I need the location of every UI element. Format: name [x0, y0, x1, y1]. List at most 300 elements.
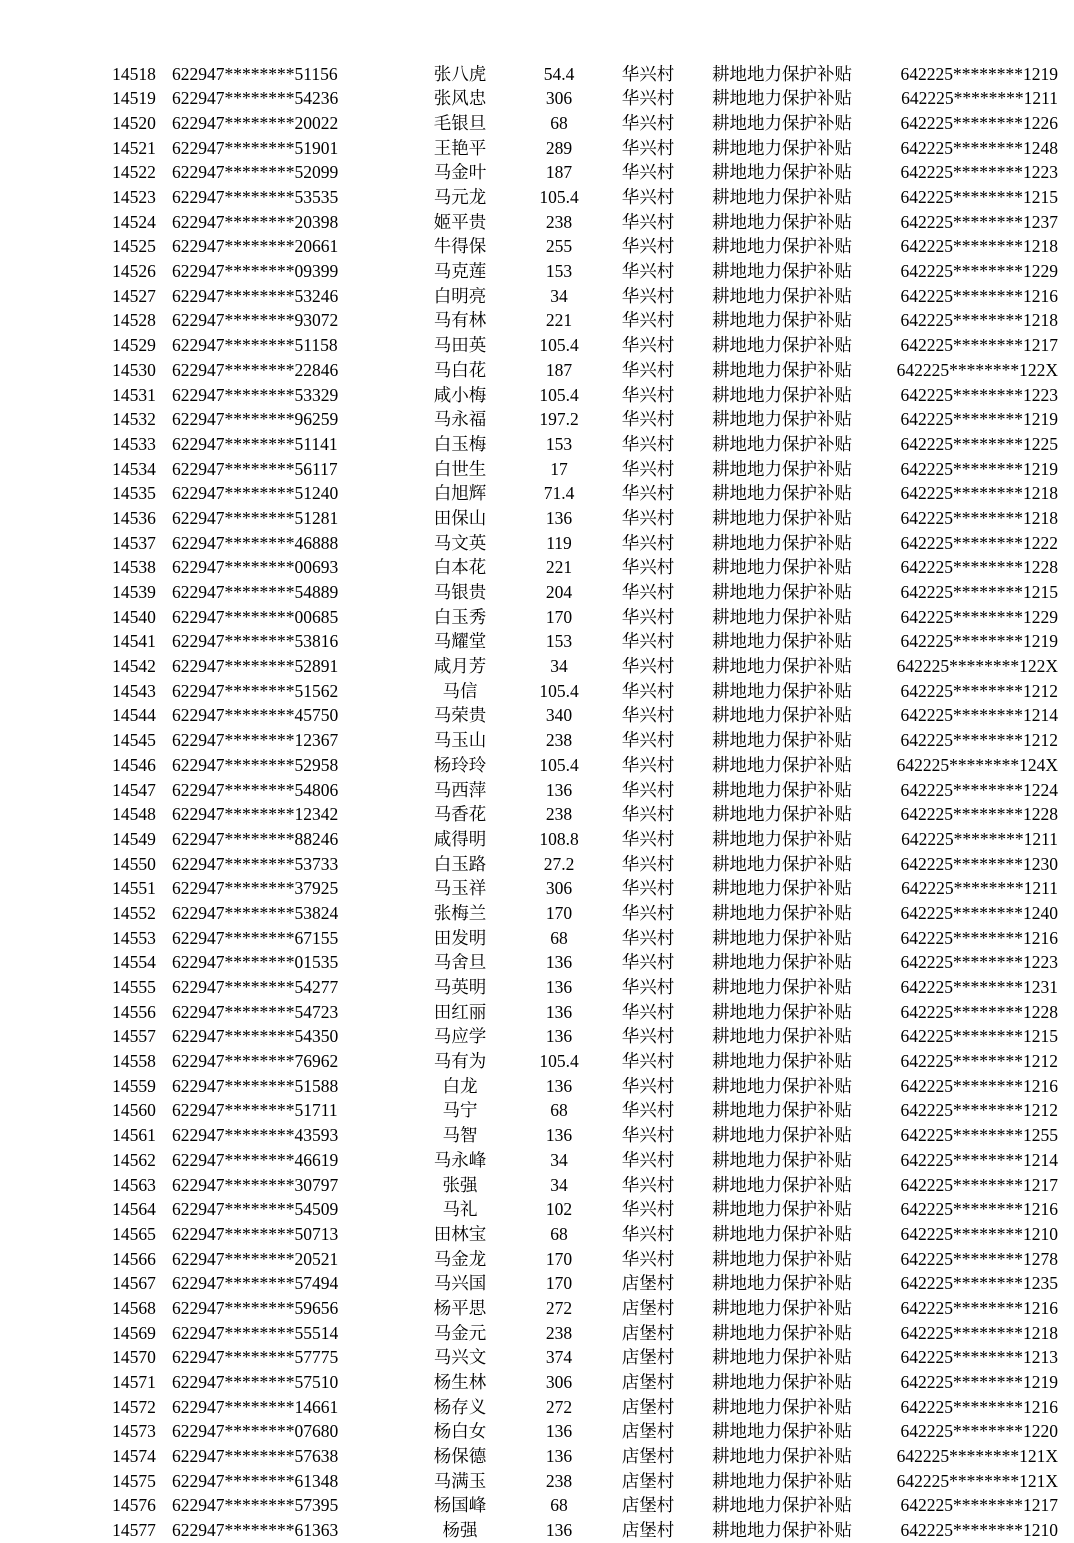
amount: 153 — [545, 261, 573, 282]
person-name: 田红丽 — [433, 1001, 487, 1022]
person-name: 马白花 — [433, 359, 487, 380]
amount: 170 — [545, 1248, 573, 1269]
person-name: 马耀堂 — [433, 631, 487, 652]
subsidy-type: 耕地地力保护补贴 — [712, 285, 852, 306]
bank-card-number: 642225********1211 — [901, 878, 1058, 899]
subsidy-type: 耕地地力保护补贴 — [712, 1372, 852, 1393]
id-number: 622947********52099 — [172, 162, 339, 183]
table-row — [100, 1469, 1058, 1494]
person-name: 姬平贵 — [433, 211, 487, 232]
subsidy-type: 耕地地力保护补贴 — [712, 507, 852, 528]
person-name: 马香花 — [433, 804, 487, 825]
id-number: 622947********00685 — [172, 606, 339, 627]
bank-card-number: 642225********121X — [896, 1446, 1058, 1467]
table-row — [100, 1272, 1058, 1297]
id-number: 622947********51588 — [172, 1075, 339, 1096]
subsidy-type: 耕地地力保护补贴 — [712, 1495, 852, 1516]
table-row — [100, 62, 1058, 87]
row-index: 14576 — [112, 1495, 156, 1516]
bank-card-number: 642225********1216 — [900, 1396, 1058, 1417]
subsidy-type: 耕地地力保护补贴 — [712, 458, 852, 479]
village: 华兴村 — [621, 1174, 675, 1195]
person-name: 马兴国 — [433, 1273, 487, 1294]
row-index: 14531 — [112, 384, 156, 405]
amount: 136 — [545, 1520, 573, 1541]
subsidy-table — [100, 62, 1058, 1543]
id-number: 622947********46888 — [172, 532, 339, 553]
amount: 153 — [545, 631, 573, 652]
bank-card-number: 642225********1225 — [900, 433, 1058, 454]
person-name: 马克莲 — [433, 261, 487, 282]
village: 华兴村 — [621, 779, 675, 800]
subsidy-type: 耕地地力保护补贴 — [712, 1199, 852, 1220]
row-index: 14563 — [112, 1174, 156, 1195]
person-name: 马永峰 — [433, 1149, 487, 1170]
row-index: 14543 — [112, 680, 156, 701]
person-name: 马舍旦 — [433, 952, 487, 973]
row-index: 14544 — [112, 705, 156, 726]
amount: 54.4 — [543, 63, 575, 84]
subsidy-type: 耕地地力保护补贴 — [712, 828, 852, 849]
id-number: 622947********57775 — [172, 1347, 339, 1368]
village: 华兴村 — [621, 878, 675, 899]
subsidy-type: 耕地地力保护补贴 — [712, 433, 852, 454]
subsidy-type: 耕地地力保护补贴 — [712, 952, 852, 973]
person-name: 张强 — [442, 1174, 478, 1195]
subsidy-type: 耕地地力保护补贴 — [712, 1174, 852, 1195]
amount: 374 — [545, 1347, 573, 1368]
subsidy-type: 耕地地力保护补贴 — [712, 1026, 852, 1047]
person-name: 杨平思 — [433, 1297, 487, 1318]
table-row — [100, 803, 1058, 828]
subsidy-type: 耕地地力保护补贴 — [712, 1520, 852, 1541]
id-number: 622947********93072 — [172, 310, 339, 331]
subsidy-type: 耕地地力保护补贴 — [712, 532, 852, 553]
person-name: 马兴文 — [433, 1347, 487, 1368]
person-name: 马玉山 — [433, 730, 487, 751]
subsidy-type: 耕地地力保护补贴 — [712, 63, 852, 84]
person-name: 杨国峰 — [433, 1495, 487, 1516]
person-name: 马英明 — [433, 977, 487, 998]
row-index: 14553 — [112, 927, 156, 948]
amount: 71.4 — [543, 483, 575, 504]
table-row — [100, 482, 1058, 507]
person-name: 马宁 — [442, 1100, 478, 1121]
row-index: 14570 — [112, 1347, 156, 1368]
person-name: 马礼 — [442, 1199, 478, 1220]
person-name: 马信 — [442, 680, 478, 701]
person-name: 杨保德 — [433, 1446, 487, 1467]
id-number: 622947********59656 — [172, 1297, 339, 1318]
person-name: 马永福 — [433, 409, 487, 430]
village: 华兴村 — [621, 977, 675, 998]
amount: 306 — [545, 878, 573, 899]
row-index: 14523 — [112, 187, 156, 208]
person-name: 白旭辉 — [433, 483, 487, 504]
amount: 272 — [545, 1297, 573, 1318]
subsidy-type: 耕地地力保护补贴 — [712, 335, 852, 356]
village: 华兴村 — [621, 162, 675, 183]
person-name: 白玉秀 — [433, 606, 487, 627]
person-name: 毛银旦 — [433, 112, 487, 133]
row-index: 14541 — [112, 631, 156, 652]
village: 华兴村 — [621, 310, 675, 331]
row-index: 14527 — [112, 285, 156, 306]
subsidy-type: 耕地地力保护补贴 — [712, 1470, 852, 1491]
id-number: 622947********50713 — [172, 1223, 339, 1244]
row-index: 14550 — [112, 853, 156, 874]
id-number: 622947********88246 — [172, 828, 339, 849]
row-index: 14554 — [112, 952, 156, 973]
subsidy-type: 耕地地力保护补贴 — [712, 779, 852, 800]
person-name: 马玉祥 — [433, 878, 487, 899]
amount: 136 — [545, 1446, 573, 1467]
amount: 136 — [545, 507, 573, 528]
village: 华兴村 — [621, 853, 675, 874]
id-number: 622947********51156 — [172, 63, 338, 84]
bank-card-number: 642225********1219 — [900, 1372, 1058, 1393]
village: 华兴村 — [621, 409, 675, 430]
id-number: 622947********07680 — [172, 1421, 339, 1442]
subsidy-type: 耕地地力保护补贴 — [712, 902, 852, 923]
row-index: 14537 — [112, 532, 156, 553]
id-number: 622947********53816 — [172, 631, 339, 652]
bank-card-number: 642225********1218 — [900, 236, 1058, 257]
bank-card-number: 642225********1217 — [900, 1174, 1058, 1195]
table-row — [100, 1050, 1058, 1075]
id-number: 622947********12342 — [172, 804, 339, 825]
table-row — [100, 1494, 1058, 1519]
person-name: 白世生 — [433, 458, 487, 479]
bank-card-number: 642225********1229 — [900, 261, 1058, 282]
id-number: 622947********56117 — [172, 458, 338, 479]
amount: 238 — [545, 804, 573, 825]
bank-card-number: 642225********1228 — [900, 557, 1058, 578]
id-number: 622947********54277 — [172, 977, 339, 998]
village: 华兴村 — [621, 730, 675, 751]
table-row — [100, 926, 1058, 951]
village: 华兴村 — [621, 359, 675, 380]
row-index: 14521 — [112, 137, 156, 158]
id-number: 622947********00693 — [172, 557, 339, 578]
id-number: 622947********67155 — [172, 927, 339, 948]
subsidy-type: 耕地地力保护补贴 — [712, 853, 852, 874]
person-name: 马有为 — [433, 1051, 487, 1072]
amount: 105.4 — [539, 680, 579, 701]
person-name: 张八虎 — [433, 63, 487, 84]
id-number: 622947********54889 — [172, 582, 339, 603]
person-name: 白本花 — [433, 557, 487, 578]
person-name: 咸小梅 — [433, 384, 487, 405]
amount: 306 — [545, 88, 573, 109]
amount: 197.2 — [539, 409, 579, 430]
row-index: 14547 — [112, 779, 156, 800]
row-index: 14525 — [112, 236, 156, 257]
subsidy-type: 耕地地力保护补贴 — [712, 705, 852, 726]
amount: 170 — [545, 902, 573, 923]
id-number: 622947********51711 — [172, 1100, 338, 1121]
table-row — [100, 383, 1058, 408]
subsidy-type: 耕地地力保护补贴 — [712, 977, 852, 998]
bank-card-number: 642225********1226 — [900, 112, 1058, 133]
bank-card-number: 642225********1223 — [900, 952, 1058, 973]
village: 华兴村 — [621, 236, 675, 257]
id-number: 622947********53824 — [172, 902, 339, 923]
village: 店堡村 — [621, 1520, 675, 1541]
person-name: 马金元 — [433, 1322, 487, 1343]
row-index: 14575 — [112, 1470, 156, 1491]
bank-card-number: 642225********1212 — [900, 730, 1058, 751]
bank-card-number: 642225********1217 — [900, 1495, 1058, 1516]
village: 华兴村 — [621, 507, 675, 528]
amount: 105.4 — [539, 384, 579, 405]
person-name: 马金叶 — [433, 162, 487, 183]
amount: 119 — [546, 532, 572, 553]
subsidy-type: 耕地地力保护补贴 — [712, 211, 852, 232]
subsidy-type: 耕地地力保护补贴 — [712, 754, 852, 775]
id-number: 622947********20022 — [172, 112, 339, 133]
amount: 34 — [550, 285, 568, 306]
table-row — [100, 358, 1058, 383]
row-index: 14548 — [112, 804, 156, 825]
village: 华兴村 — [621, 631, 675, 652]
table-row — [100, 556, 1058, 581]
row-index: 14551 — [112, 878, 156, 899]
subsidy-type: 耕地地力保护补贴 — [712, 680, 852, 701]
village: 华兴村 — [621, 335, 675, 356]
person-name: 马有林 — [433, 310, 487, 331]
id-number: 622947********54236 — [172, 88, 339, 109]
id-number: 622947********52891 — [172, 656, 339, 677]
id-number: 622947********54723 — [172, 1001, 339, 1022]
table-row — [100, 432, 1058, 457]
row-index: 14549 — [112, 828, 156, 849]
bank-card-number: 642225********1218 — [900, 310, 1058, 331]
person-name: 张梅兰 — [433, 902, 487, 923]
bank-card-number: 642225********1278 — [900, 1248, 1058, 1269]
id-number: 622947********14661 — [172, 1396, 339, 1417]
table-row — [100, 161, 1058, 186]
village: 华兴村 — [621, 1001, 675, 1022]
amount: 238 — [545, 1470, 573, 1491]
amount: 136 — [545, 1026, 573, 1047]
village: 华兴村 — [621, 1223, 675, 1244]
amount: 34 — [550, 656, 568, 677]
village: 华兴村 — [621, 285, 675, 306]
id-number: 622947********51281 — [172, 507, 339, 528]
table-row — [100, 1124, 1058, 1149]
amount: 108.8 — [539, 828, 579, 849]
person-name: 杨玲玲 — [433, 754, 487, 775]
bank-card-number: 642225********1255 — [900, 1125, 1058, 1146]
amount: 68 — [550, 1223, 568, 1244]
amount: 153 — [545, 433, 573, 454]
subsidy-type: 耕地地力保护补贴 — [712, 261, 852, 282]
village: 华兴村 — [621, 1248, 675, 1269]
id-number: 622947********12367 — [172, 730, 339, 751]
subsidy-type: 耕地地力保护补贴 — [712, 1322, 852, 1343]
table-row — [100, 1148, 1058, 1173]
id-number: 622947********61348 — [172, 1470, 339, 1491]
person-name: 白玉梅 — [433, 433, 487, 454]
row-index: 14546 — [112, 754, 156, 775]
row-index: 14522 — [112, 162, 156, 183]
row-index: 14555 — [112, 977, 156, 998]
table-row — [100, 975, 1058, 1000]
table-body — [100, 62, 1058, 1543]
amount: 105.4 — [539, 335, 579, 356]
bank-card-number: 642225********122X — [896, 359, 1058, 380]
amount: 136 — [545, 977, 573, 998]
table-row — [100, 1099, 1058, 1124]
id-number: 622947********61363 — [172, 1520, 339, 1541]
table-row — [100, 457, 1058, 482]
village: 华兴村 — [621, 828, 675, 849]
table-row — [100, 679, 1058, 704]
row-index: 14556 — [112, 1001, 156, 1022]
table-row — [100, 753, 1058, 778]
person-name: 马银贵 — [433, 582, 487, 603]
amount: 68 — [550, 927, 568, 948]
amount: 221 — [545, 310, 573, 331]
subsidy-type: 耕地地力保护补贴 — [712, 1149, 852, 1170]
row-index: 14569 — [112, 1322, 156, 1343]
table-row — [100, 704, 1058, 729]
village: 华兴村 — [621, 112, 675, 133]
bank-card-number: 642225********124X — [896, 754, 1058, 775]
village: 华兴村 — [621, 433, 675, 454]
row-index: 14561 — [112, 1125, 156, 1146]
id-number: 622947********51562 — [172, 680, 339, 701]
table-row — [100, 951, 1058, 976]
village: 华兴村 — [621, 261, 675, 282]
table-row — [100, 506, 1058, 531]
bank-card-number: 642225********1212 — [900, 1100, 1058, 1121]
person-name: 马智 — [442, 1125, 478, 1146]
bank-card-number: 642225********1215 — [900, 1026, 1058, 1047]
row-index: 14535 — [112, 483, 156, 504]
table-row — [100, 1198, 1058, 1223]
village: 华兴村 — [621, 187, 675, 208]
person-name: 张风忠 — [433, 88, 487, 109]
table-row — [100, 901, 1058, 926]
bank-card-number: 642225********1216 — [900, 1199, 1058, 1220]
bank-card-number: 642225********1210 — [900, 1520, 1058, 1541]
village: 华兴村 — [621, 804, 675, 825]
table-row — [100, 1420, 1058, 1445]
subsidy-type: 耕地地力保护补贴 — [712, 1273, 852, 1294]
bank-card-number: 642225********1219 — [900, 409, 1058, 430]
row-index: 14532 — [112, 409, 156, 430]
table-row — [100, 605, 1058, 630]
subsidy-type: 耕地地力保护补贴 — [712, 1075, 852, 1096]
table-row — [100, 136, 1058, 161]
person-name: 杨强 — [442, 1520, 478, 1541]
bank-card-number: 642225********1217 — [900, 335, 1058, 356]
bank-card-number: 642225********1213 — [900, 1347, 1058, 1368]
subsidy-type: 耕地地力保护补贴 — [712, 927, 852, 948]
subsidy-type: 耕地地力保护补贴 — [712, 656, 852, 677]
person-name: 马荣贵 — [433, 705, 487, 726]
table-row — [100, 260, 1058, 285]
subsidy-type: 耕地地力保护补贴 — [712, 162, 852, 183]
bank-card-number: 642225********1237 — [900, 211, 1058, 232]
row-index: 14530 — [112, 359, 156, 380]
bank-card-number: 642225********1229 — [900, 606, 1058, 627]
subsidy-type: 耕地地力保护补贴 — [712, 1223, 852, 1244]
row-index: 14560 — [112, 1100, 156, 1121]
village: 华兴村 — [621, 1100, 675, 1121]
table-row — [100, 309, 1058, 334]
bank-card-number: 642225********1228 — [900, 1001, 1058, 1022]
village: 华兴村 — [621, 902, 675, 923]
village: 华兴村 — [621, 1075, 675, 1096]
subsidy-type: 耕地地力保护补贴 — [712, 1297, 852, 1318]
subsidy-type: 耕地地力保护补贴 — [712, 310, 852, 331]
village: 华兴村 — [621, 705, 675, 726]
row-index: 14559 — [112, 1075, 156, 1096]
bank-card-number: 642225********1218 — [900, 507, 1058, 528]
id-number: 622947********20661 — [172, 236, 339, 257]
table-row — [100, 852, 1058, 877]
village: 华兴村 — [621, 1125, 675, 1146]
person-name: 马应学 — [433, 1026, 487, 1047]
village: 华兴村 — [621, 1199, 675, 1220]
row-index: 14577 — [112, 1520, 156, 1541]
id-number: 622947********45750 — [172, 705, 339, 726]
amount: 136 — [545, 779, 573, 800]
person-name: 田发明 — [433, 927, 487, 948]
row-index: 14534 — [112, 458, 156, 479]
amount: 68 — [550, 1100, 568, 1121]
bank-card-number: 642225********1215 — [900, 582, 1058, 603]
table-row — [100, 1074, 1058, 1099]
subsidy-type: 耕地地力保护补贴 — [712, 582, 852, 603]
table-row — [100, 1321, 1058, 1346]
subsidy-type: 耕地地力保护补贴 — [712, 1125, 852, 1146]
row-index: 14520 — [112, 112, 156, 133]
amount: 136 — [545, 1075, 573, 1096]
row-index: 14536 — [112, 507, 156, 528]
id-number: 622947********51240 — [172, 483, 339, 504]
table-row — [100, 284, 1058, 309]
person-name: 马文英 — [433, 532, 487, 553]
amount: 68 — [550, 112, 568, 133]
person-name: 田林宝 — [433, 1223, 487, 1244]
village: 华兴村 — [621, 582, 675, 603]
subsidy-type: 耕地地力保护补贴 — [712, 1051, 852, 1072]
amount: 136 — [545, 1421, 573, 1442]
amount: 102 — [545, 1199, 573, 1220]
person-name: 白明亮 — [433, 285, 487, 306]
row-index: 14528 — [112, 310, 156, 331]
amount: 340 — [545, 705, 573, 726]
table-row — [100, 210, 1058, 235]
bank-card-number: 642225********1215 — [900, 187, 1058, 208]
village: 华兴村 — [621, 137, 675, 158]
subsidy-type: 耕地地力保护补贴 — [712, 409, 852, 430]
id-number: 622947********53733 — [172, 853, 339, 874]
bank-card-number: 642225********1228 — [900, 804, 1058, 825]
bank-card-number: 642225********121X — [896, 1470, 1058, 1491]
village: 店堡村 — [621, 1421, 675, 1442]
bank-card-number: 642225********1219 — [900, 631, 1058, 652]
person-name: 杨存义 — [433, 1396, 487, 1417]
village: 店堡村 — [621, 1446, 675, 1467]
amount: 170 — [545, 1273, 573, 1294]
village: 华兴村 — [621, 1026, 675, 1047]
table-row — [100, 1395, 1058, 1420]
